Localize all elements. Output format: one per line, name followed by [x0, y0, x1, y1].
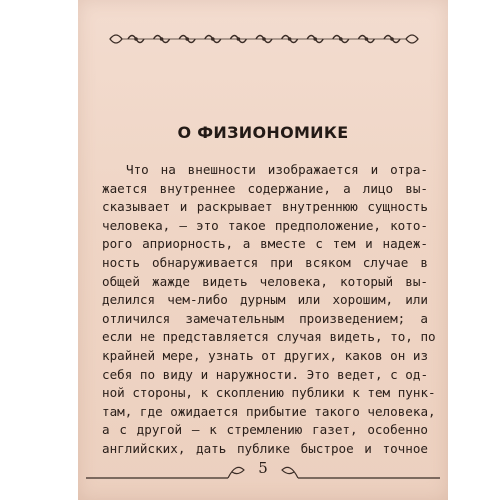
text-line: английских, дать публике быстрое и точное	[102, 441, 428, 456]
text-line: жается внутреннее содержание, а лицо вы-	[102, 180, 428, 196]
top-ornament-border	[108, 30, 420, 48]
text-line: себя по виду и наружности. Это ведет, с од-	[102, 366, 429, 382]
text-line: крайней мере, узнать от других, каков он из	[102, 348, 429, 363]
ornament-dot	[365, 37, 369, 41]
text-line: сказывает и раскрывает внутреннюю сущность	[102, 199, 428, 215]
ornament-dot	[185, 37, 189, 41]
page-number: 5	[258, 459, 268, 477]
text-line: человека, — это такое предположение, кото-	[102, 217, 428, 233]
text-line: если не представляется случая видеть, то, по	[102, 329, 436, 345]
text-line: там, где ожидается прибытие такого человека,	[102, 403, 436, 419]
ornament-dot	[237, 37, 241, 41]
ornament-dot	[313, 37, 317, 41]
text-line: рого априорность, а вместе с тем и надеж-	[102, 236, 428, 252]
text-line: ной стороны, к скоплению публики к тем пунк-	[102, 385, 436, 401]
ornament-dot	[339, 37, 343, 41]
ornament-dot	[288, 37, 292, 41]
ornament-dot	[134, 37, 138, 41]
ornament-dot	[211, 37, 215, 41]
text-line: делился чем-либо дурным или хорошим, или	[102, 292, 428, 308]
text-line: отличился замечательным произведением; а	[102, 310, 428, 326]
ornament-dot	[160, 37, 164, 41]
text-line: общей жажде видеть человека, который вы-	[102, 273, 428, 289]
book-page	[78, 0, 448, 500]
ornament-dot	[262, 37, 266, 41]
ornament-dot	[390, 37, 394, 41]
text-line: а с другой — к стремлению газет, особенно	[102, 422, 428, 438]
text-line: ность обнаруживается при всяком случае в	[102, 255, 428, 270]
chapter-title: О ФИЗИОНОМИКЕ	[177, 123, 349, 142]
text-line: Что на внешности изображается и отра-	[126, 162, 428, 177]
